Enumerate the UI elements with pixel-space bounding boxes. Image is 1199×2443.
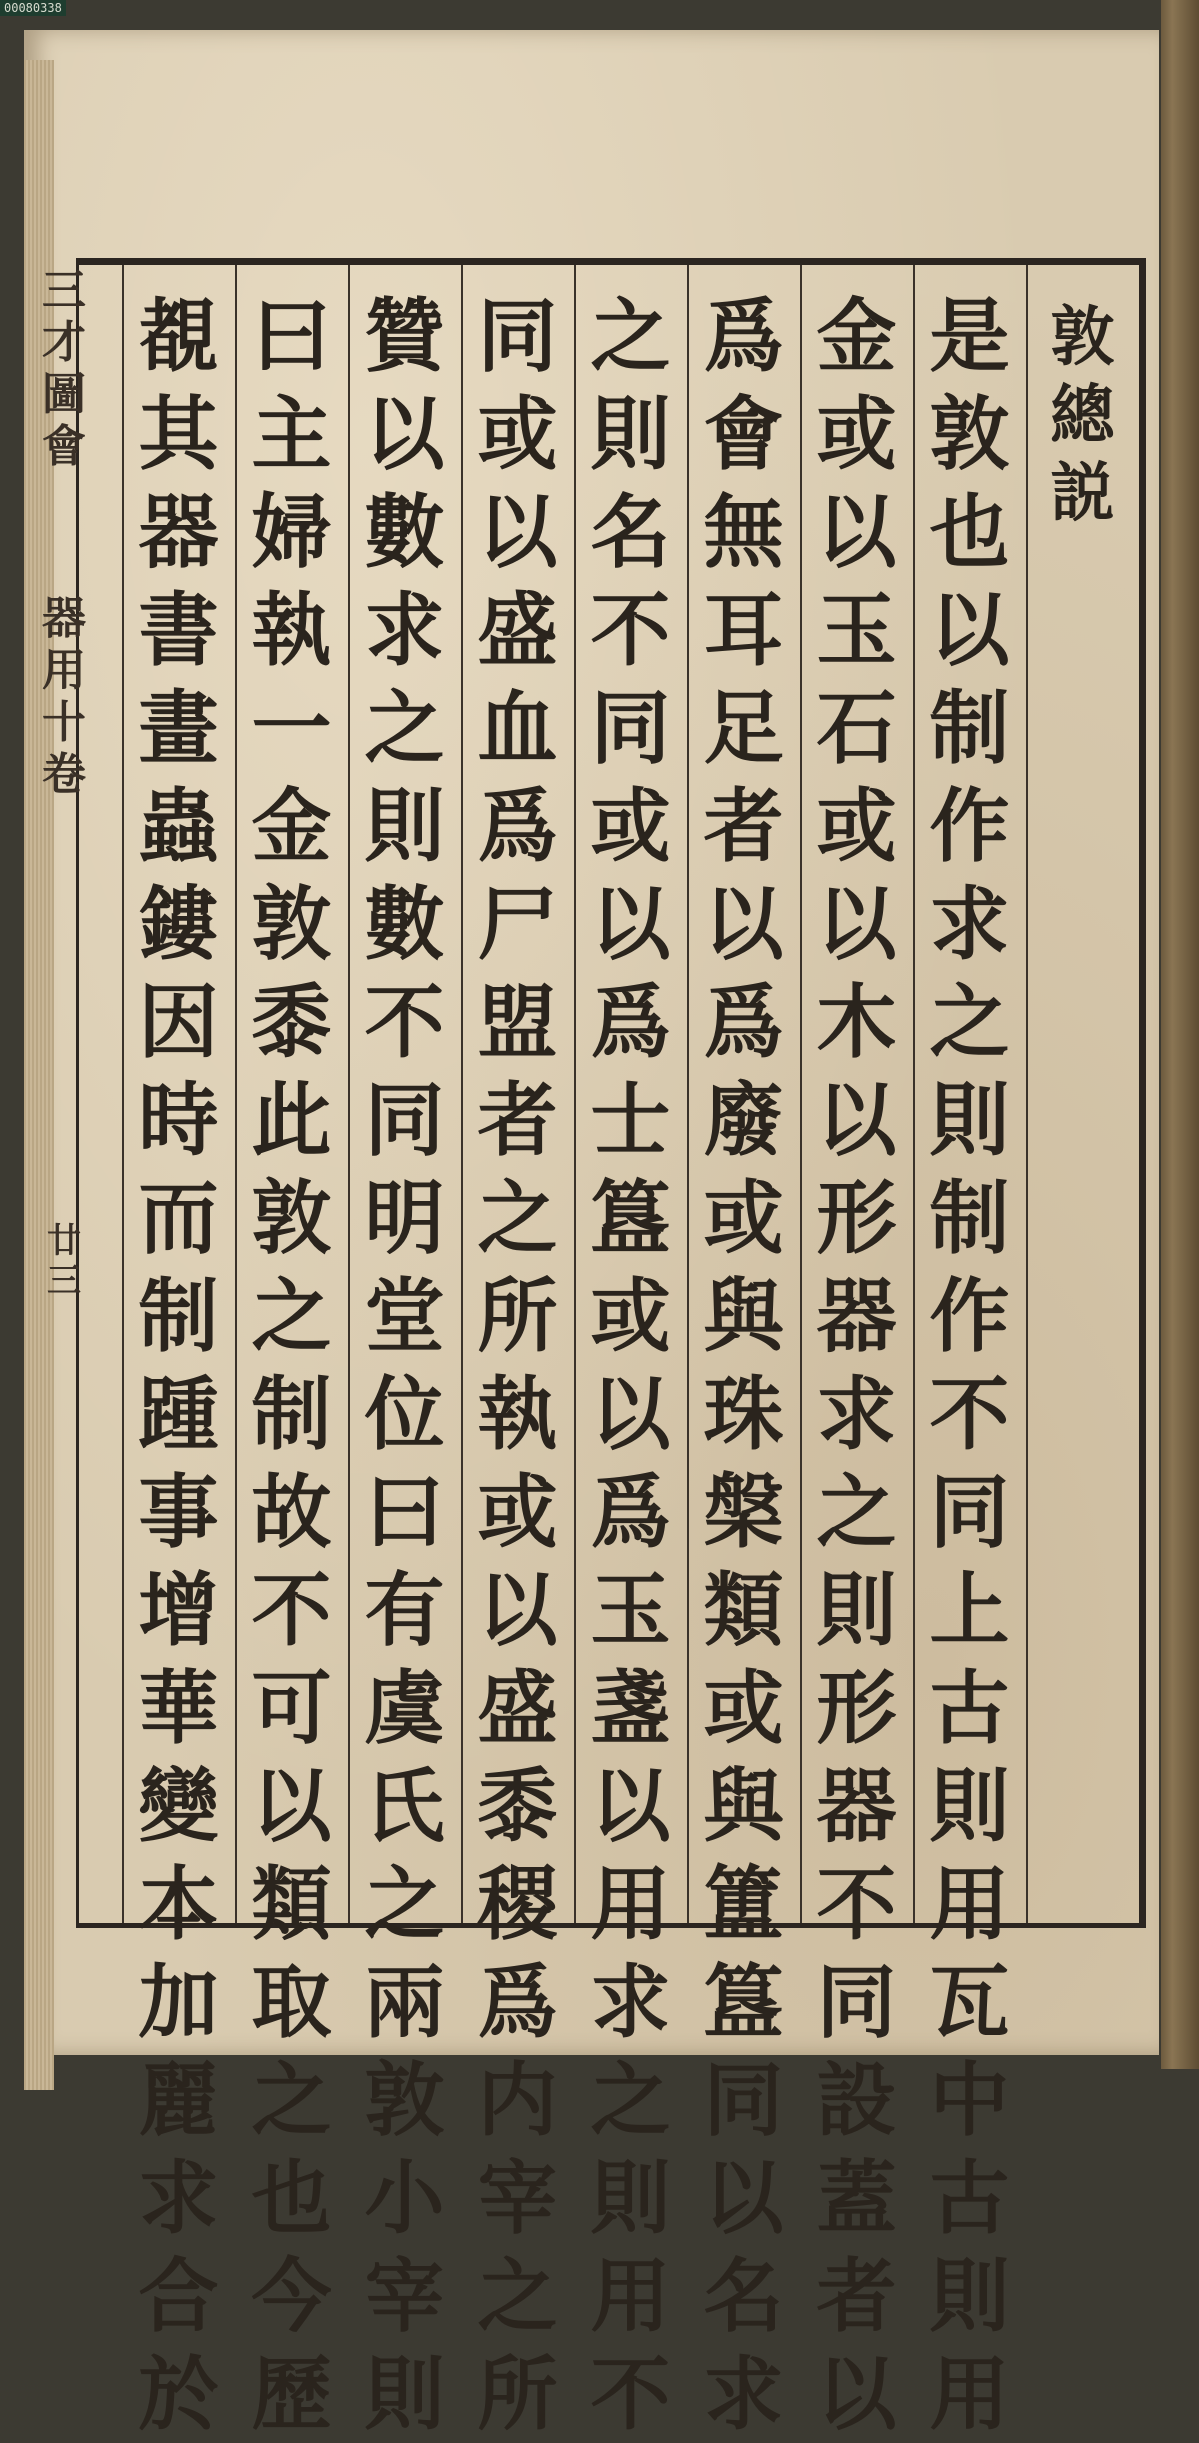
text-char: 上 <box>929 1563 1010 1657</box>
text-char: 執 <box>477 1367 558 1461</box>
text-char: 婦 <box>251 485 332 579</box>
text-char: 者 <box>703 779 784 873</box>
column-rule <box>235 265 237 1923</box>
text-char: 以 <box>816 485 897 579</box>
text-char: 以 <box>816 1073 897 1167</box>
text-char: 踵 <box>138 1367 219 1461</box>
text-char: 簋 <box>590 1171 671 1265</box>
text-char: 同 <box>816 1955 897 2049</box>
folio-volume-char-2: 十 <box>42 697 86 748</box>
text-char: 瓦 <box>929 1955 1010 2049</box>
folio-volume-char-0: 器 <box>42 593 86 644</box>
folio-book-title-char-1: 才 <box>42 317 86 368</box>
text-char: 制 <box>138 1269 219 1363</box>
column-rule <box>687 265 689 1923</box>
text-char: 主 <box>251 387 332 481</box>
text-char: 則 <box>929 2249 1010 2343</box>
text-column <box>122 265 235 2441</box>
text-char: 曰 <box>251 289 332 383</box>
text-char: 則 <box>590 387 671 481</box>
text-char: 不 <box>590 583 671 677</box>
text-char: 則 <box>929 1759 1010 1853</box>
text-char: 不 <box>590 2347 671 2441</box>
text-char: 時 <box>138 1073 219 1167</box>
text-char: 以 <box>816 877 897 971</box>
text-char: 盞 <box>590 1661 671 1755</box>
text-char: 以 <box>477 1563 558 1657</box>
fold-margin <box>42 265 86 1935</box>
text-char: 或 <box>590 779 671 873</box>
text-char: 玉 <box>816 583 897 677</box>
text-char: 作 <box>929 779 1010 873</box>
text-char: 以 <box>477 485 558 579</box>
text-char: 石 <box>816 681 897 775</box>
text-char: 敦 <box>251 877 332 971</box>
text-char: 會 <box>703 387 784 481</box>
text-char: 金 <box>816 289 897 383</box>
text-char: 求 <box>703 2347 784 2441</box>
text-char: 事 <box>138 1465 219 1559</box>
text-char: 稷 <box>477 1857 558 1951</box>
text-char: 器 <box>816 1269 897 1363</box>
text-char: 簠 <box>703 1857 784 1951</box>
book-page <box>24 30 1159 2441</box>
column-rule <box>461 265 463 1923</box>
text-char: 血 <box>477 681 558 775</box>
text-char: 求 <box>590 1955 671 2049</box>
text-char: 畫 <box>138 681 219 775</box>
text-char: 蓋 <box>816 2151 897 2245</box>
text-char: 或 <box>703 1661 784 1755</box>
text-char: 歷 <box>251 2347 332 2441</box>
text-char: 明 <box>364 1171 445 1265</box>
text-char: 作 <box>929 1269 1010 1363</box>
text-char: 以 <box>590 877 671 971</box>
folio-page-number: 廿三 <box>47 1221 81 1301</box>
text-char: 金 <box>251 779 332 873</box>
text-char: 其 <box>138 387 219 481</box>
text-char: 則 <box>364 2347 445 2441</box>
text-char: 書 <box>138 583 219 677</box>
text-char: 則 <box>929 1073 1010 1167</box>
text-char: 以 <box>590 1367 671 1461</box>
text-char: 同 <box>364 1073 445 1167</box>
folio-volume-char-1: 用 <box>42 645 86 696</box>
text-char: 名 <box>703 2249 784 2343</box>
text-char: 足 <box>703 681 784 775</box>
text-char: 執 <box>251 583 332 677</box>
text-char: 此 <box>251 1073 332 1167</box>
text-char: 珠 <box>703 1367 784 1461</box>
text-char: 爲 <box>477 1955 558 2049</box>
text-char: 黍 <box>477 1759 558 1853</box>
text-char: 之 <box>251 1269 332 1363</box>
text-char: 以 <box>364 387 445 481</box>
text-char: 盟 <box>477 975 558 1069</box>
column-rule <box>800 265 802 1923</box>
text-char: 與 <box>703 1269 784 1363</box>
title-char: 總 <box>1050 378 1115 453</box>
text-char: 士 <box>590 1073 671 1167</box>
text-char: 之 <box>929 975 1010 1069</box>
title-column <box>1026 265 1139 1923</box>
column-rule <box>913 265 915 1923</box>
text-char: 尸 <box>477 877 558 971</box>
text-char: 形 <box>816 1171 897 1265</box>
title-char: 説 <box>1050 456 1115 531</box>
text-char: 敦 <box>251 1171 332 1265</box>
text-column <box>574 265 687 2441</box>
text-char: 古 <box>929 1661 1010 1755</box>
text-char: 以 <box>703 877 784 971</box>
text-char: 求 <box>929 877 1010 971</box>
text-char: 求 <box>138 2151 219 2245</box>
text-char: 中 <box>929 2053 1010 2147</box>
text-char: 不 <box>364 975 445 1069</box>
text-char: 兩 <box>364 1955 445 2049</box>
text-column <box>461 265 574 2441</box>
text-char: 或 <box>703 1171 784 1265</box>
text-char: 黍 <box>251 975 332 1069</box>
text-char: 宰 <box>364 2249 445 2343</box>
text-char: 數 <box>364 485 445 579</box>
text-char: 用 <box>590 2249 671 2343</box>
text-char: 取 <box>251 1955 332 2049</box>
text-char: 虞 <box>364 1661 445 1755</box>
text-char: 者 <box>477 1073 558 1167</box>
text-char: 不 <box>251 1563 332 1657</box>
text-char: 敦 <box>364 2053 445 2147</box>
text-char: 所 <box>477 2347 558 2441</box>
text-char: 所 <box>477 1269 558 1363</box>
text-char: 無 <box>703 485 784 579</box>
text-char: 因 <box>138 975 219 1069</box>
text-column <box>348 265 461 2441</box>
folio-book-title-char-3: 會 <box>42 421 86 472</box>
text-column <box>235 265 348 2441</box>
text-char: 槃 <box>703 1465 784 1559</box>
text-char: 堂 <box>364 1269 445 1363</box>
text-char: 爲 <box>703 975 784 1069</box>
text-char: 小 <box>364 2151 445 2245</box>
text-column <box>687 265 800 2441</box>
text-char: 而 <box>138 1171 219 1265</box>
scan-id-label: 00080338 <box>0 0 66 16</box>
text-char: 用 <box>929 2347 1010 2441</box>
text-char: 制 <box>929 681 1010 775</box>
folio-volume-char-3: 卷 <box>42 749 86 800</box>
book-edge <box>1161 0 1199 2069</box>
text-char: 鏤 <box>138 877 219 971</box>
text-char: 或 <box>477 387 558 481</box>
text-column <box>800 265 913 2441</box>
text-char: 爲 <box>703 289 784 383</box>
text-char: 制 <box>251 1367 332 1461</box>
text-char: 有 <box>364 1563 445 1657</box>
column-rule <box>122 265 124 1923</box>
text-char: 以 <box>590 1759 671 1853</box>
title-char: 敦 <box>1050 300 1115 375</box>
folio-book-title-char-0: 三 <box>42 265 86 316</box>
text-char: 類 <box>703 1563 784 1657</box>
text-char: 變 <box>138 1759 219 1853</box>
text-char: 器 <box>816 1759 897 1853</box>
text-char: 華 <box>138 1661 219 1755</box>
text-char: 同 <box>703 2053 784 2147</box>
text-char: 同 <box>590 681 671 775</box>
text-char: 廢 <box>703 1073 784 1167</box>
text-char: 内 <box>477 2053 558 2147</box>
text-char: 木 <box>816 975 897 1069</box>
text-char: 數 <box>364 877 445 971</box>
text-char: 可 <box>251 1661 332 1755</box>
column-rule <box>574 265 576 1923</box>
text-char: 加 <box>138 1955 219 2049</box>
text-char: 或 <box>816 387 897 481</box>
text-char: 麗 <box>138 2053 219 2147</box>
text-column <box>913 265 1026 2441</box>
text-char: 覩 <box>138 289 219 383</box>
text-char: 玉 <box>590 1563 671 1657</box>
text-char: 盛 <box>477 1661 558 1755</box>
text-char: 是 <box>929 289 1010 383</box>
text-char: 設 <box>816 2053 897 2147</box>
text-char: 古 <box>929 2151 1010 2245</box>
text-char: 敦 <box>929 387 1010 481</box>
text-char: 用 <box>590 1857 671 1951</box>
text-char: 氏 <box>364 1759 445 1853</box>
text-char: 之 <box>477 1171 558 1265</box>
text-char: 以 <box>703 2151 784 2245</box>
text-char: 形 <box>816 1661 897 1755</box>
text-char: 合 <box>138 2249 219 2343</box>
text-char: 與 <box>703 1759 784 1853</box>
text-char: 或 <box>477 1465 558 1559</box>
text-char: 或 <box>816 779 897 873</box>
text-char: 增 <box>138 1563 219 1657</box>
text-char: 以 <box>929 583 1010 677</box>
text-char: 故 <box>251 1465 332 1559</box>
text-char: 位 <box>364 1367 445 1461</box>
text-char: 之 <box>590 289 671 383</box>
text-char: 則 <box>364 779 445 873</box>
text-frame <box>42 258 1146 2441</box>
text-char: 宰 <box>477 2151 558 2245</box>
text-char: 求 <box>364 583 445 677</box>
text-char: 用 <box>929 1857 1010 1951</box>
text-char: 之 <box>590 2053 671 2147</box>
text-char: 之 <box>251 2053 332 2147</box>
text-char: 簋 <box>703 1955 784 2049</box>
text-char: 之 <box>816 1465 897 1559</box>
text-char: 盛 <box>477 583 558 677</box>
text-char: 制 <box>929 1171 1010 1265</box>
text-char: 之 <box>477 2249 558 2343</box>
text-char: 以 <box>816 2347 897 2441</box>
text-char: 今 <box>251 2249 332 2343</box>
text-char: 之 <box>364 1857 445 1951</box>
text-char: 本 <box>138 1857 219 1951</box>
text-char: 蟲 <box>138 779 219 873</box>
text-char: 不 <box>816 1857 897 1951</box>
text-char: 名 <box>590 485 671 579</box>
text-char: 者 <box>816 2249 897 2343</box>
text-char: 曰 <box>364 1465 445 1559</box>
text-char: 類 <box>251 1857 332 1951</box>
text-char: 也 <box>251 2151 332 2245</box>
text-char: 同 <box>929 1465 1010 1559</box>
text-char: 於 <box>138 2347 219 2441</box>
text-char: 爲 <box>590 975 671 1069</box>
text-char: 之 <box>364 681 445 775</box>
text-char: 求 <box>816 1367 897 1461</box>
text-char: 器 <box>138 485 219 579</box>
text-char: 以 <box>251 1759 332 1853</box>
text-char: 贊 <box>364 289 445 383</box>
text-char: 也 <box>929 485 1010 579</box>
text-char: 爲 <box>590 1465 671 1559</box>
column-rule <box>1026 265 1028 1923</box>
text-char: 則 <box>816 1563 897 1657</box>
text-char: 同 <box>477 289 558 383</box>
text-char: 爲 <box>477 779 558 873</box>
text-char: 一 <box>251 681 332 775</box>
column-rule <box>348 265 350 1923</box>
text-char: 耳 <box>703 583 784 677</box>
text-char: 不 <box>929 1367 1010 1461</box>
text-char: 則 <box>590 2151 671 2245</box>
folio-book-title-char-2: 圖 <box>42 369 86 420</box>
text-char: 或 <box>590 1269 671 1363</box>
